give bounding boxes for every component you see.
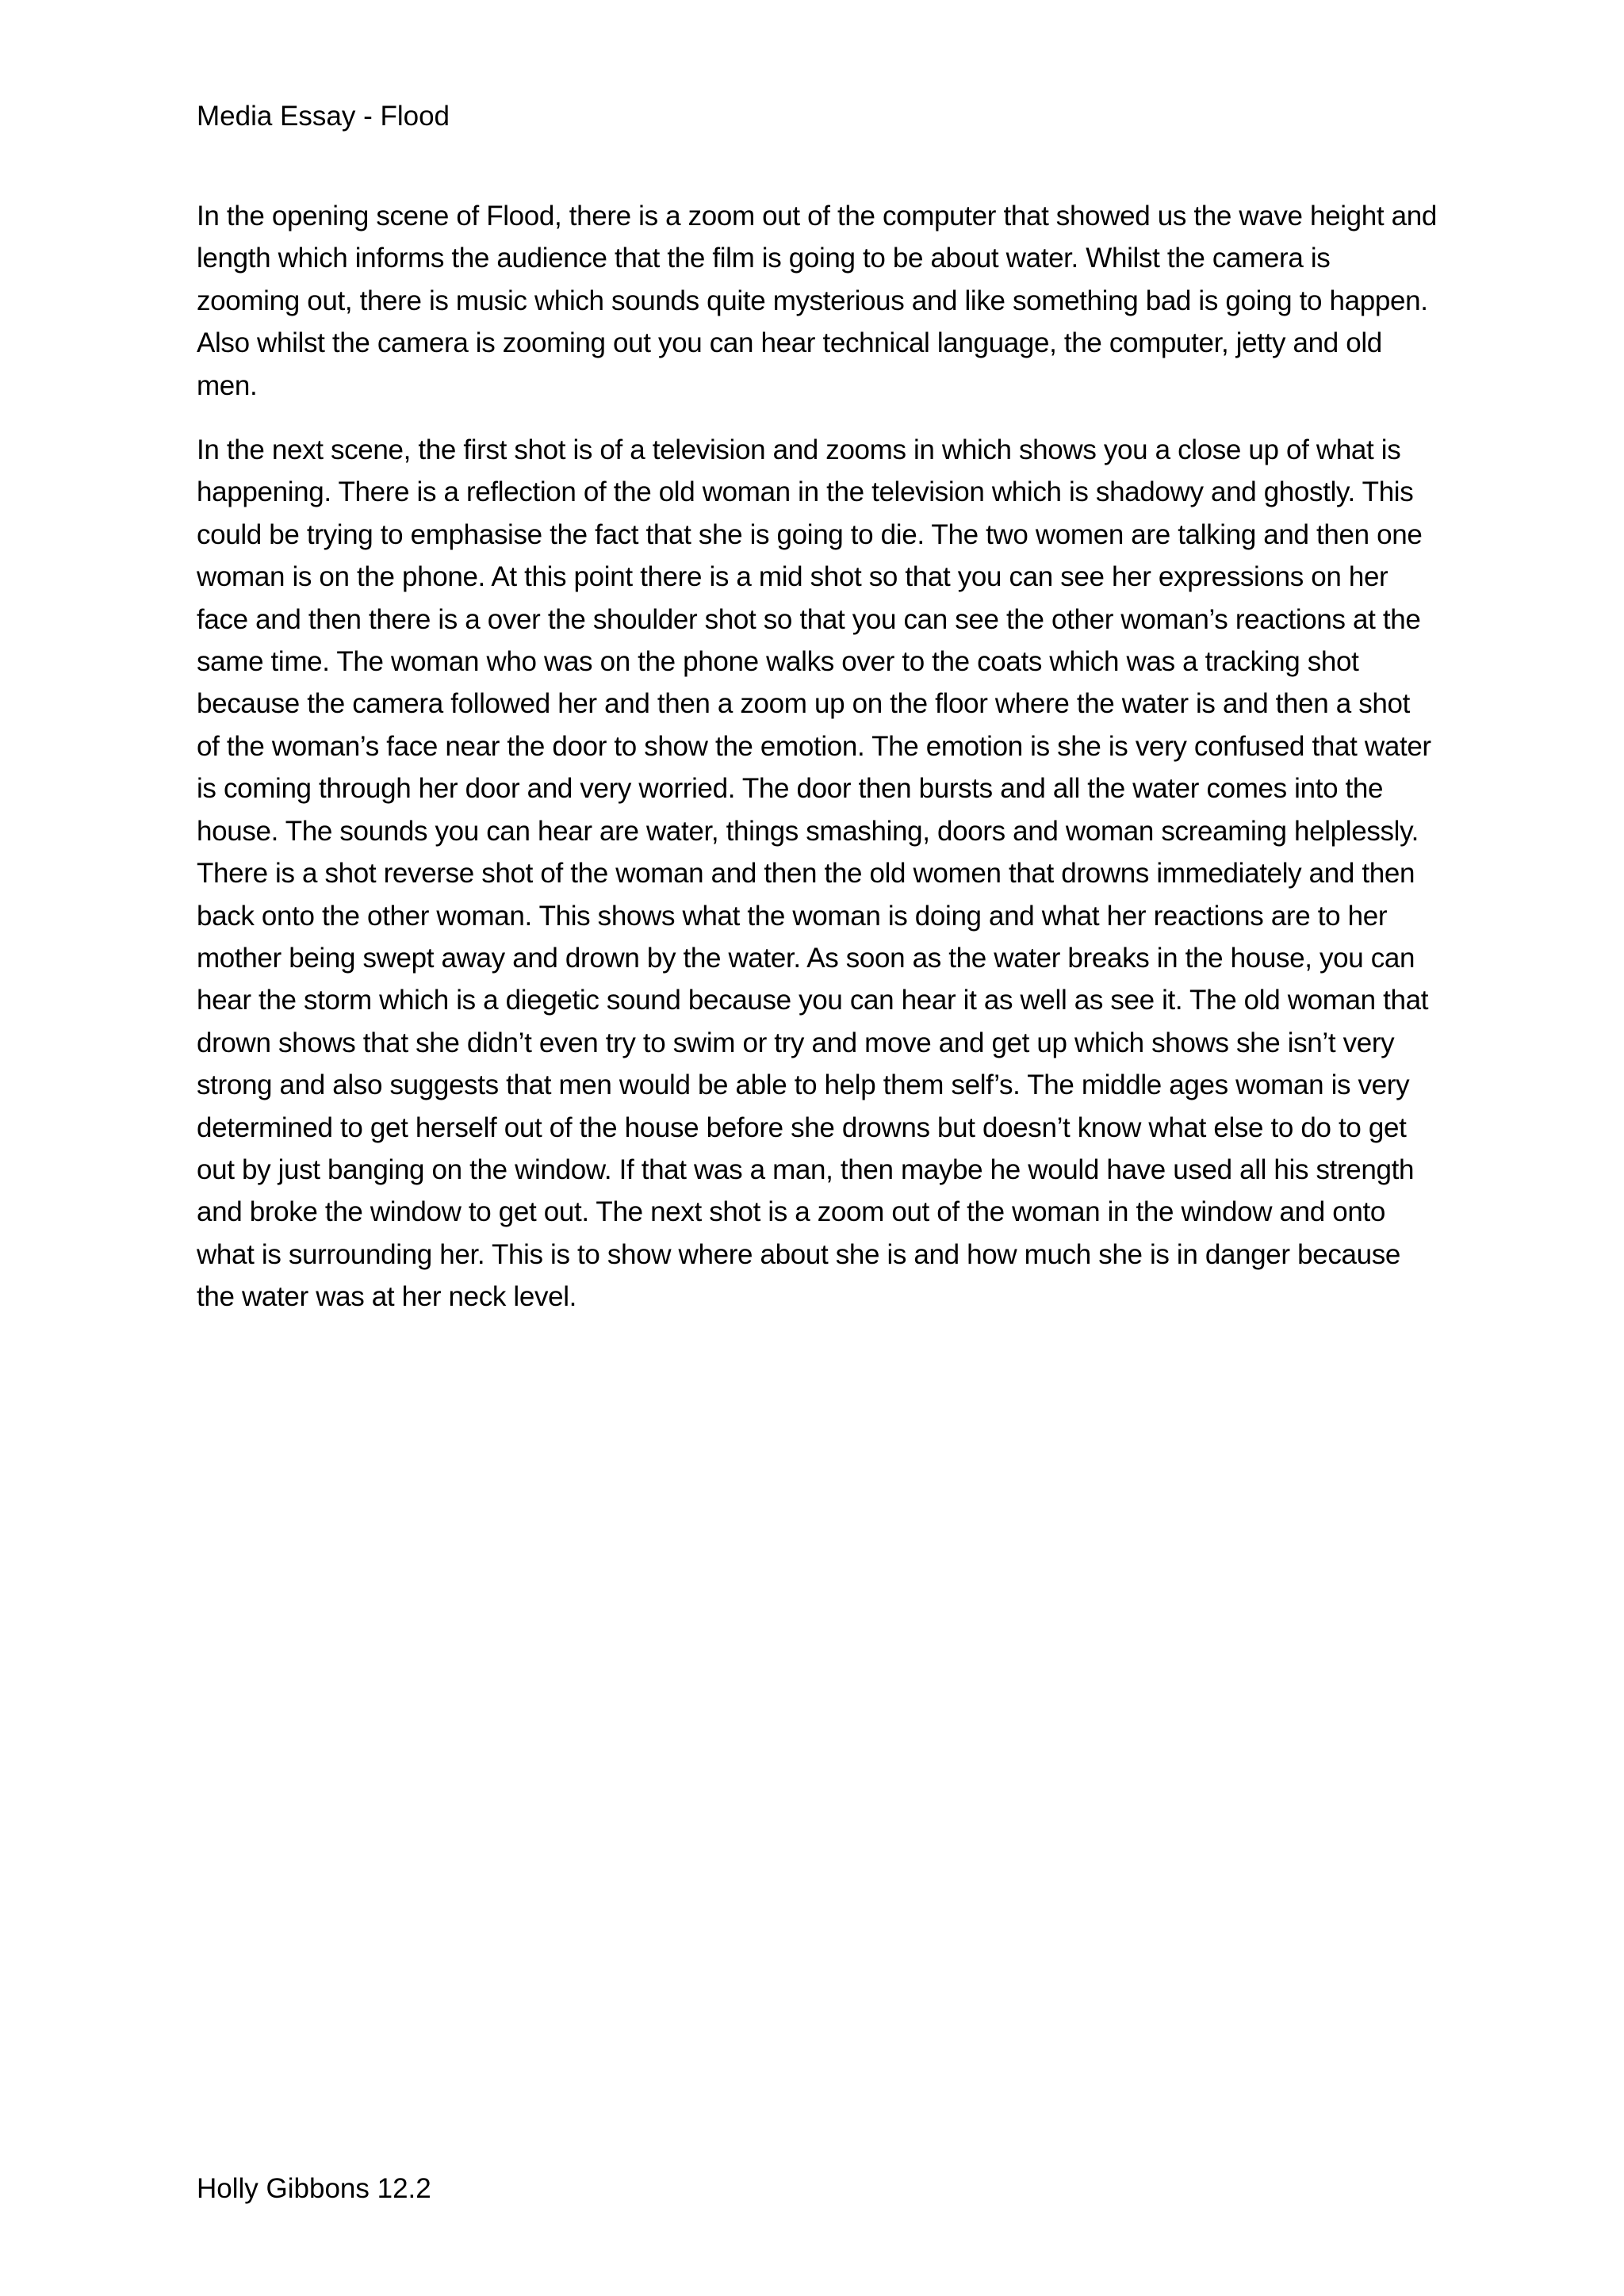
document-header: Media Essay - Flood [197, 101, 450, 132]
paragraph-next-scene: In the next scene, the first shot is of a television and zooms in which shows you a close up of what is happening. There is a reflection of the old woman in the television which is shadowy and ghostly. This could be trying to emphasise the fact that she is going to die. The two women are talking and then one woman is on the phone. At this point there is a mid shot so that you can see her expressions on her face and then there is a over the shoulder shot so that you can see the other woman’s reactions at the same time. The woman who was on the phone walks over to the coats which was a tracking shot because the camera followed her and then a zoom up on the floor where the water is and then a shot of the woman’s face near the door to show the emotion. The emotion is she is very confused that water is coming through her door and very worried. The door then bursts and all the water comes into the house. The sounds you can hear are water, things smashing, doors and woman screaming helplessly. There is a shot reverse shot of the woman and then the old women that drowns immediately and then back onto the other woman. This shows what the woman is doing and what her reactions are to her mother being swept away and drown by the water. As soon as the water breaks in the house, you can hear the storm which is a diegetic sound because you can hear it as well as see it. The old woman that drown shows that she didn’t even try to swim or try and move and get up which shows she isn’t very strong and also suggests that men would be able to help them self’s. The middle ages woman is very determined to get herself out of the house before she drowns but doesn’t know what else to do to get out by just banging on the window. If that was a man, then maybe he would have used all his strength and broke the window to get out. The next shot is a zoom out of the woman in the window and onto what is surrounding her. This is to show where about she is and how much she is in danger because the water was at her neck level. [197, 434, 1431, 1313]
paragraph-opening-scene: In the opening scene of Flood, there is a zoom out of the computer that showed us the wave height and length which informs the audience that the film is going to be about water. Whilst the camera is zooming out, there is music which sounds quite mysterious and like something bad is going to happen. Also whilst the camera is zooming out you can hear technical language, the computer, jetty and old men. [197, 201, 1438, 401]
essay-body [197, 195, 1438, 1341]
document-footer: Holly Gibbons 12.2 [197, 2173, 431, 2204]
